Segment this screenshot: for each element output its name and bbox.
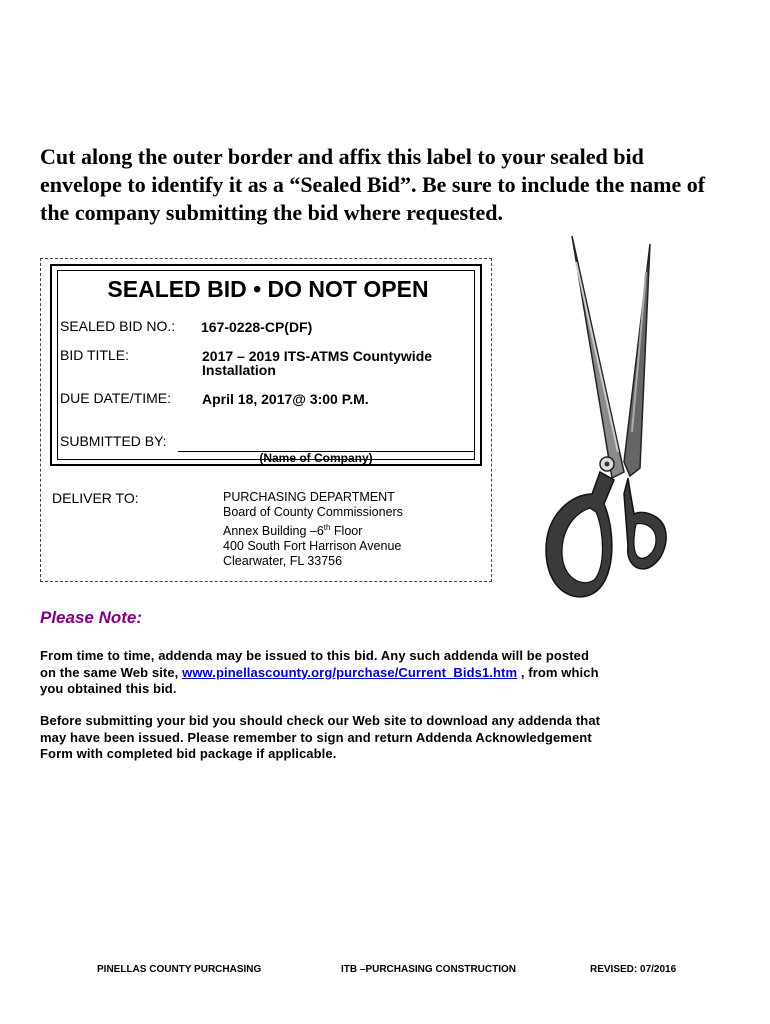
instructions-paragraph <box>40 143 734 227</box>
due-date-value: April 18, 2017@ 3:00 P.M. <box>202 391 369 407</box>
name-of-company-caption: (Name of Company) <box>259 451 373 465</box>
addenda-line-2-post: , from which <box>517 664 599 680</box>
footer-right: REVISED: 07/2016 <box>590 964 677 975</box>
please-note-heading: Please Note: <box>40 608 143 627</box>
address-line-2 <box>223 520 403 539</box>
address-line-1: Board of County Commissioners <box>223 505 403 519</box>
before-line-1: Before submitting your bid you should check our Web site to download any addenda that <box>40 713 601 728</box>
bid-title-value <box>202 349 432 377</box>
bid-title-line-2: Installation <box>202 362 276 378</box>
bid-no-value: 167-0228-CP(DF) <box>201 319 313 335</box>
scissors-icon <box>532 232 682 610</box>
instructions-line-2: envelope to identify it as a “Sealed Bid”. Be sure to include the name of <box>40 172 706 197</box>
before-line-2: may have been issued. Please remember to sign and return Addenda Acknowledgement <box>40 729 592 745</box>
instructions-line-3: the company submitting the bid where requested. <box>40 200 504 225</box>
deliver-to-label: DELIVER TO: <box>52 490 139 506</box>
delivery-address <box>223 490 403 569</box>
before-submitting-paragraph <box>40 713 632 763</box>
due-date-label: DUE DATE/TIME: <box>60 390 171 406</box>
bid-title-label: BID TITLE: <box>60 347 129 363</box>
addenda-paragraph <box>40 648 632 698</box>
address-line-4: Clearwater, FL 33756 <box>223 554 343 569</box>
submitted-by-label: SUBMITTED BY: <box>60 433 167 449</box>
address-department: PURCHASING DEPARTMENT <box>223 490 395 504</box>
bid-no-label: SEALED BID NO.: <box>60 318 176 334</box>
address-line-2-sup: th <box>323 523 331 532</box>
address-line-3: 400 South Fort Harrison Avenue <box>223 539 402 554</box>
current-bids-link[interactable]: www.pinellascounty.org/purchase/Current_Bids1.htm <box>182 664 518 680</box>
addenda-line-2 <box>40 665 632 682</box>
address-line-2-post: Floor <box>330 524 363 539</box>
addenda-line-1: From time to time, addenda may be issued to this bid. Any such addenda will be posted <box>40 648 590 663</box>
bid-title-line-1: 2017 – 2019 ITS-ATMS Countywide <box>202 348 433 364</box>
footer-left: PINELLAS COUNTY PURCHASING <box>97 964 262 975</box>
addenda-line-3: you obtained this bid. <box>40 681 177 696</box>
footer-center: ITB –PURCHASING CONSTRUCTION <box>341 964 517 975</box>
label-heading: SEALED BID • DO NOT OPEN <box>107 276 429 302</box>
before-line-3: Form with completed bid package if applicable. <box>40 746 337 761</box>
instructions-line-1: Cut along the outer border and affix this label to your sealed bid <box>40 144 644 169</box>
addenda-line-2-pre: on the same Web site, <box>40 664 183 680</box>
address-line-2-pre: Annex Building –6 <box>223 524 324 539</box>
